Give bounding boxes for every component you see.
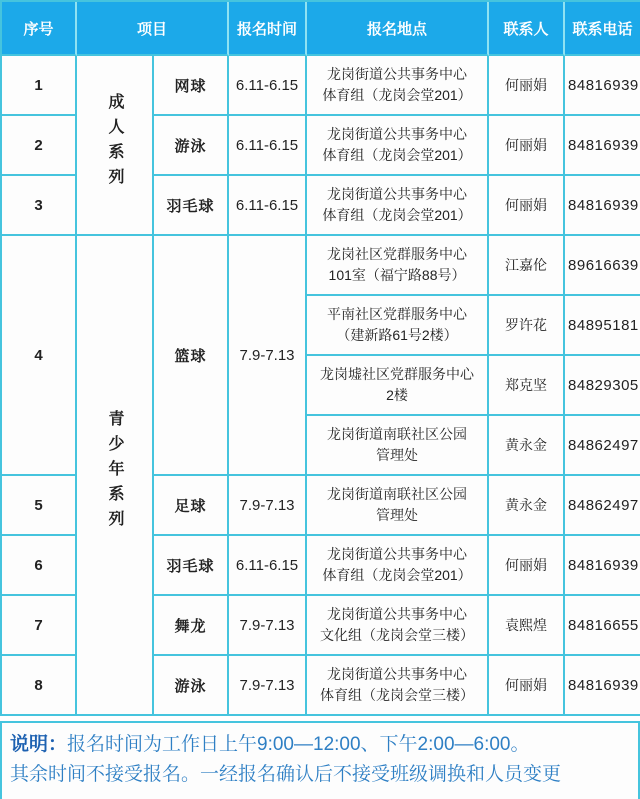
signup-location: [307, 56, 489, 116]
location-line1: 龙岗墟社区党群服务中心: [320, 366, 475, 382]
contact-name: 何丽娟: [489, 56, 565, 116]
contact-name: 何丽娟: [489, 656, 565, 716]
row-number: 8: [2, 656, 77, 716]
series-adult-label: 成人系列: [106, 92, 123, 193]
location-line1: 龙岗街道南联社区公园: [327, 426, 468, 442]
contact-phone: 84816939: [565, 56, 640, 116]
header-phone: 联系电话: [565, 2, 640, 56]
sport-name: 游泳: [154, 116, 229, 176]
signup-time: 7.9-7.13: [229, 596, 307, 656]
signup-location: [307, 656, 489, 716]
signup-time: 7.9-7.13: [229, 236, 307, 476]
signup-time: 6.11-6.15: [229, 116, 307, 176]
contact-phone: 89616639: [565, 236, 640, 296]
series-adult-cell: [77, 56, 154, 236]
sport-name: 羽毛球: [154, 536, 229, 596]
signup-location: [307, 176, 489, 236]
contact-name: 何丽娟: [489, 536, 565, 596]
contact-phone: 84829305: [565, 356, 640, 416]
sport-name: 篮球: [154, 236, 229, 476]
signup-location: [307, 476, 489, 536]
contact-phone: 84816655: [565, 596, 640, 656]
location-line2: 体育组（龙岗会堂201）: [322, 567, 472, 583]
signup-location: [307, 296, 489, 356]
contact-name: 何丽娟: [489, 116, 565, 176]
contact-name: 袁熙煌: [489, 596, 565, 656]
sport-name: 羽毛球: [154, 176, 229, 236]
row-number: 5: [2, 476, 77, 536]
sport-name: 网球: [154, 56, 229, 116]
note-box: [0, 721, 640, 799]
location-line2: 文化组（龙岗会堂三楼）: [320, 627, 475, 643]
row-number: 7: [2, 596, 77, 656]
header-project: 项目: [77, 2, 229, 56]
table-row: [2, 236, 640, 296]
location-line2: （建新路61号2楼）: [336, 327, 458, 343]
contact-name: 黄永金: [489, 416, 565, 476]
signup-time: 6.11-6.15: [229, 176, 307, 236]
location-line2: 2楼: [386, 387, 408, 403]
row-number: 6: [2, 536, 77, 596]
header-number: 序号: [2, 2, 77, 56]
sport-name: 舞龙: [154, 596, 229, 656]
contact-phone: 84816939: [565, 656, 640, 716]
location-line1: 龙岗街道南联社区公园: [327, 486, 468, 502]
contact-phone: 84862497: [565, 476, 640, 536]
signup-location: [307, 356, 489, 416]
location-line1: 龙岗街道公共事务中心: [327, 546, 468, 562]
contact-name: 江嘉伦: [489, 236, 565, 296]
signup-location: [307, 536, 489, 596]
series-youth-label: 青少年系列: [106, 410, 123, 535]
header-contact: 联系人: [489, 2, 565, 56]
signup-time: 7.9-7.13: [229, 476, 307, 536]
sport-name: 足球: [154, 476, 229, 536]
location-line1: 龙岗街道公共事务中心: [327, 186, 468, 202]
location-line2: 体育组（龙岗会堂201）: [322, 147, 472, 163]
location-line1: 龙岗街道公共事务中心: [327, 606, 468, 622]
signup-location: [307, 596, 489, 656]
contact-phone: 84816939: [565, 536, 640, 596]
row-number: 3: [2, 176, 77, 236]
table-row: [2, 56, 640, 116]
contact-phone: 84816939: [565, 176, 640, 236]
sport-name: 游泳: [154, 656, 229, 716]
location-line2: 管理处: [376, 507, 419, 523]
location-line2: 体育组（龙岗会堂三楼）: [320, 687, 475, 703]
series-youth-cell: [77, 236, 154, 716]
location-line1: 平南社区党群服务中心: [327, 306, 468, 322]
location-line1: 龙岗街道公共事务中心: [327, 126, 468, 142]
contact-phone: 84862497: [565, 416, 640, 476]
row-number: 4: [2, 236, 77, 476]
location-line2: 体育组（龙岗会堂201）: [322, 207, 472, 223]
signup-time: 7.9-7.13: [229, 656, 307, 716]
note-line2: 其余时间不接受报名。一经报名确认后不接受班级调换和人员变更: [10, 764, 562, 785]
table-header-row: [2, 2, 640, 56]
header-signup-time: 报名时间: [229, 2, 307, 56]
header-signup-location: 报名地点: [307, 2, 489, 56]
location-line2: 体育组（龙岗会堂201）: [322, 87, 472, 103]
location-line1: 龙岗社区党群服务中心: [327, 246, 468, 262]
location-line2: 101室（福宁路88号）: [328, 267, 466, 283]
row-number: 2: [2, 116, 77, 176]
signup-location: [307, 236, 489, 296]
contact-phone: 84816939: [565, 116, 640, 176]
signup-location: [307, 116, 489, 176]
note-line1: 报名时间为工作日上午9:00—12:00、下午2:00—6:00。: [67, 734, 530, 755]
signup-location: [307, 416, 489, 476]
row-number: 1: [2, 56, 77, 116]
contact-name: 罗许花: [489, 296, 565, 356]
signup-time: 6.11-6.15: [229, 536, 307, 596]
signup-time: 6.11-6.15: [229, 56, 307, 116]
location-line2: 管理处: [376, 447, 419, 463]
contact-name: 何丽娟: [489, 176, 565, 236]
contact-name: 郑克坚: [489, 356, 565, 416]
location-line1: 龙岗街道公共事务中心: [327, 666, 468, 682]
note-label: 说明：: [10, 734, 68, 755]
contact-name: 黄永金: [489, 476, 565, 536]
contact-phone: 84895181: [565, 296, 640, 356]
location-line1: 龙岗街道公共事务中心: [327, 66, 468, 82]
